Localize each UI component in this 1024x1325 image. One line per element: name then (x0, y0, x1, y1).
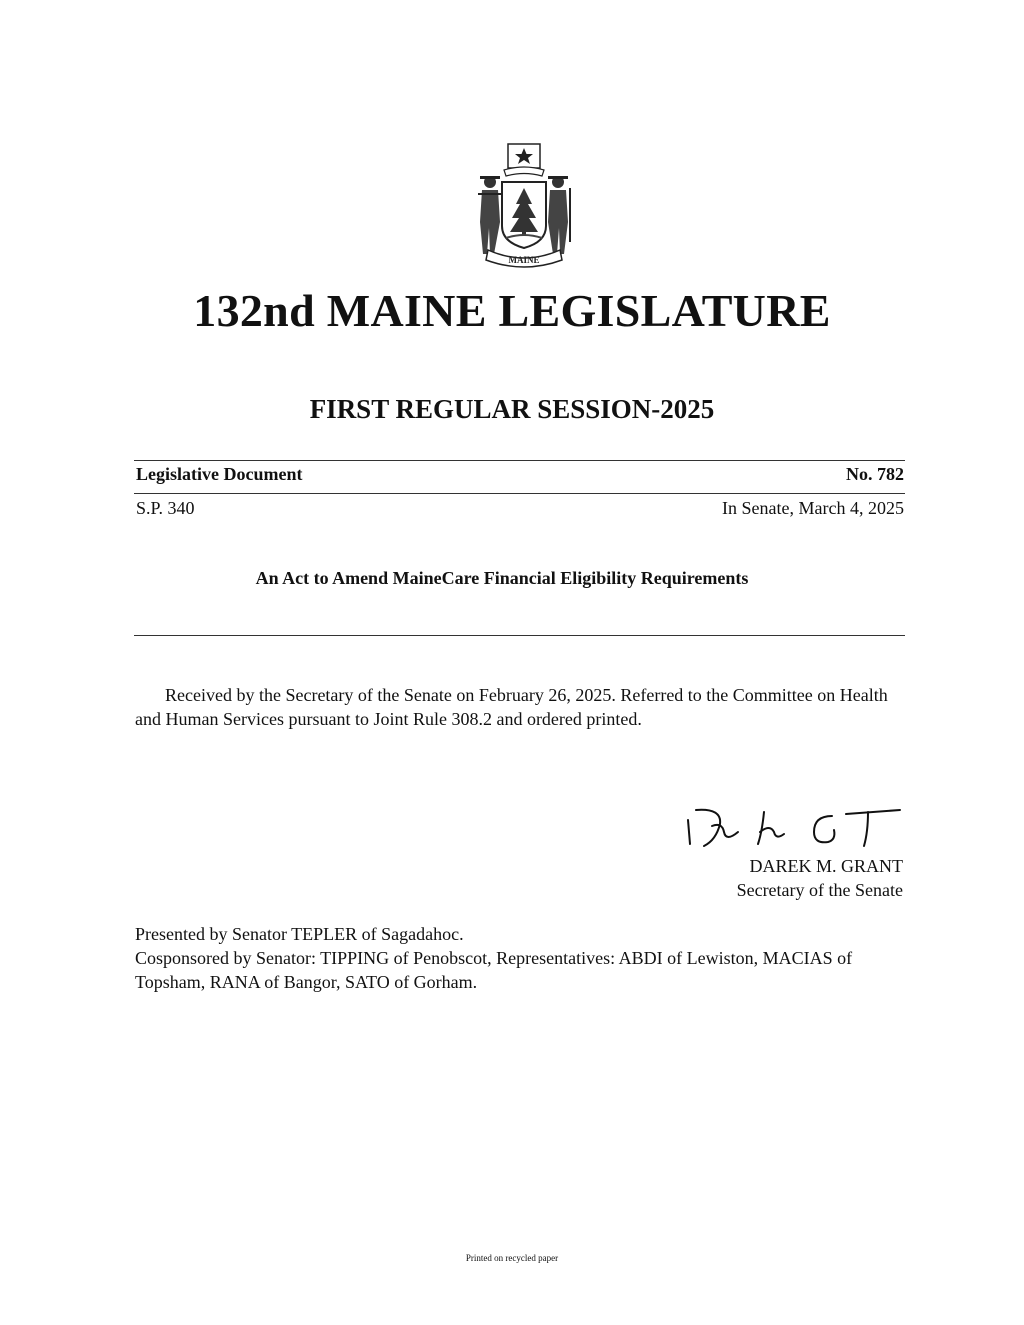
document-info-row (136, 462, 904, 486)
middle-rule (134, 493, 905, 494)
session-title: FIRST REGULAR SESSION-2025 (309, 394, 715, 424)
senate-paper-number: S.P. 340 (136, 498, 195, 518)
act-rule (134, 635, 905, 636)
document-number: No. 782 (846, 464, 904, 484)
presented-by: Presented by Senator TEPLER of Sagadahoc. (135, 924, 464, 944)
footer-note: Printed on recycled paper (465, 1253, 559, 1263)
legislative-document-label: Legislative Document (136, 464, 303, 484)
top-rule (134, 460, 905, 461)
signatory-title: Secretary of the Senate (736, 880, 903, 900)
seal-ribbon-text: MAINE (508, 255, 540, 265)
legislature-title: 132nd MAINE LEGISLATURE (193, 285, 831, 336)
maine-state-seal-icon (468, 142, 580, 270)
received-paragraph: Received by the Secretary of the Senate on February 26, 2025. Referred to the Committee on Health and Human Services pursuant to Joint Rule 308.2 and ordered printed. (135, 685, 888, 729)
sponsors-block (135, 922, 905, 994)
senate-info-row (136, 496, 904, 520)
senate-date: In Senate, March 4, 2025 (722, 498, 904, 518)
cosponsored-by: Cosponsored by Senator: TIPPING of Penobscot, Representatives: ABDI of Lewiston, MACIAS of Topsham, RANA of Bangor, SATO of Gorham. (135, 948, 853, 992)
act-title: An Act to Amend MaineCare Financial Eligibility Requirements (255, 568, 749, 588)
signatory-name: DAREK M. GRANT (749, 856, 903, 876)
signature-icon (682, 802, 904, 858)
